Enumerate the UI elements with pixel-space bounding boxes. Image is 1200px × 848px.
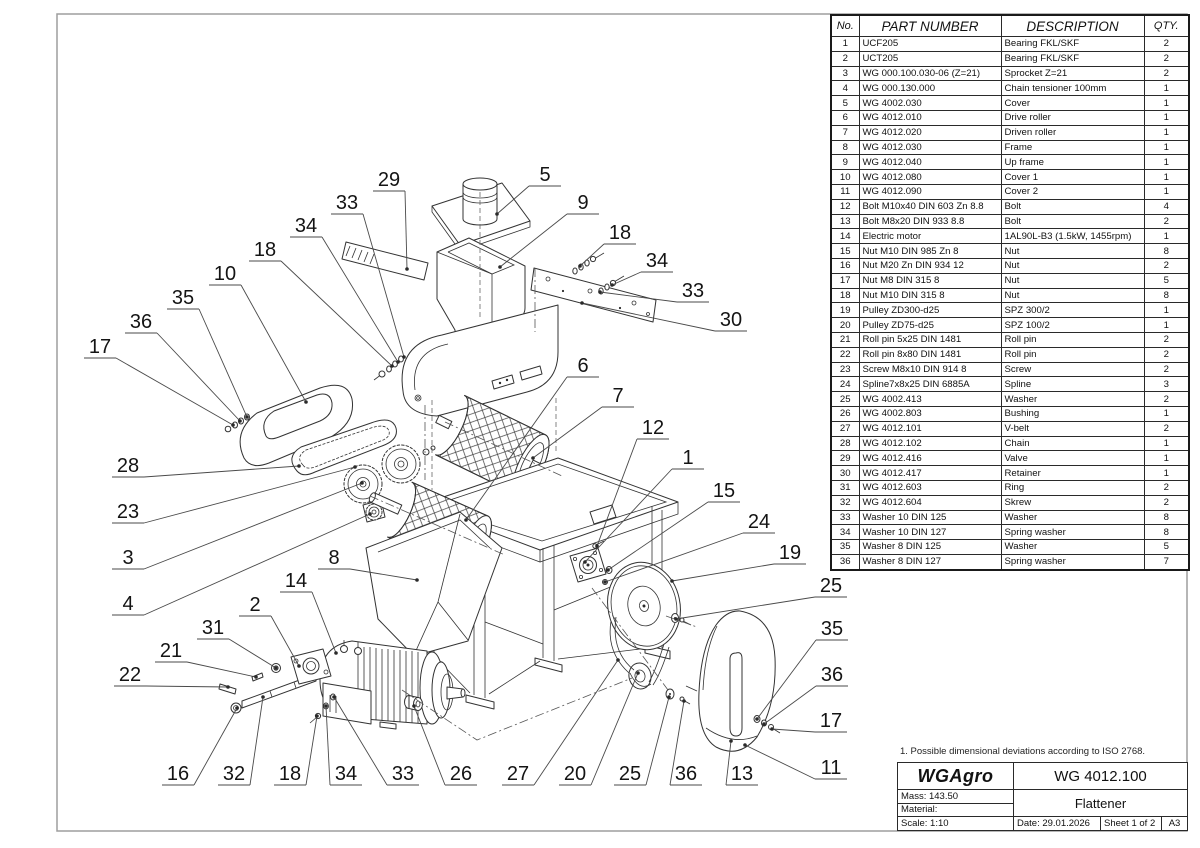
table-cell: 30 xyxy=(831,466,859,481)
table-row xyxy=(831,303,1189,318)
table-cell: Pulley ZD75-d25 xyxy=(859,318,1001,333)
svg-text:15: 15 xyxy=(712,480,736,502)
table-row xyxy=(831,244,1189,259)
table-row xyxy=(831,451,1189,466)
callout-14 xyxy=(280,570,338,655)
table-cell: WG 4002.030 xyxy=(859,96,1001,111)
table-cell: 2 xyxy=(1144,362,1189,377)
table-row xyxy=(831,495,1189,510)
table-cell: 2 xyxy=(1144,392,1189,407)
svg-text:28: 28 xyxy=(116,455,140,477)
table-cell: 25 xyxy=(831,392,859,407)
svg-text:5: 5 xyxy=(539,164,551,186)
scale-field: Scale: 1:10 xyxy=(898,817,1014,830)
table-row xyxy=(831,466,1189,481)
svg-text:36: 36 xyxy=(129,311,153,333)
table-cell: 14 xyxy=(831,229,859,244)
callout-17 xyxy=(84,336,235,427)
table-cell: Washer 10 DIN 125 xyxy=(859,510,1001,525)
table-row xyxy=(831,406,1189,421)
table-cell: 2 xyxy=(1144,495,1189,510)
table-cell: 1 xyxy=(1144,318,1189,333)
table-cell: 5 xyxy=(1144,540,1189,555)
table-row xyxy=(831,51,1189,66)
shaft-assembly xyxy=(219,649,331,713)
table-row xyxy=(831,66,1189,81)
table-row xyxy=(831,480,1189,495)
deviations-note: 1. Possible dimensional deviations according to ISO 2768. xyxy=(900,746,1146,757)
table-cell: 2 xyxy=(1144,332,1189,347)
table-cell: 8 xyxy=(1144,525,1189,540)
table-row xyxy=(831,540,1189,555)
svg-text:9: 9 xyxy=(577,192,589,214)
big-pulley-part xyxy=(600,555,689,656)
table-cell: 4 xyxy=(1144,199,1189,214)
table-cell: WG 4012.604 xyxy=(859,495,1001,510)
table-cell: Screw xyxy=(1001,362,1144,377)
callout-19 xyxy=(670,542,806,583)
table-cell: Bolt xyxy=(1001,214,1144,229)
col-header-qty: QTY. xyxy=(1144,15,1189,37)
svg-text:14: 14 xyxy=(284,570,308,592)
svg-text:6: 6 xyxy=(577,355,589,377)
svg-text:16: 16 xyxy=(166,763,190,785)
table-cell: Screw M8x10 DIN 914 8 xyxy=(859,362,1001,377)
format-field: A3 xyxy=(1168,818,1181,829)
table-cell: Sprocket Z=21 xyxy=(1001,66,1144,81)
svg-text:36: 36 xyxy=(674,763,698,785)
table-cell: 19 xyxy=(831,303,859,318)
table-cell: 26 xyxy=(831,406,859,421)
table-cell: WG 4012.101 xyxy=(859,421,1001,436)
table-cell: Spline7x8x25 DIN 6885A xyxy=(859,377,1001,392)
small-pulley-part xyxy=(627,661,654,691)
callout-10 xyxy=(209,263,308,404)
table-row xyxy=(831,140,1189,155)
valve-strip-part xyxy=(342,242,428,280)
callout-33 xyxy=(331,192,406,359)
svg-text:2: 2 xyxy=(249,594,261,616)
svg-text:34: 34 xyxy=(334,763,358,785)
table-row xyxy=(831,229,1189,244)
table-cell: 3 xyxy=(1144,377,1189,392)
table-cell: 2 xyxy=(1144,37,1189,52)
table-cell: Ring xyxy=(1001,480,1144,495)
brand-logo: WGAgro xyxy=(898,763,1014,790)
table-cell: Retainer xyxy=(1001,466,1144,481)
callout-23 xyxy=(112,465,357,523)
svg-text:8: 8 xyxy=(328,547,340,569)
col-header-description: DESCRIPTION xyxy=(1001,15,1144,37)
table-cell: Driven roller xyxy=(1001,125,1144,140)
table-cell: Nut M8 DIN 315 8 xyxy=(859,273,1001,288)
table-row xyxy=(831,288,1189,303)
svg-text:36: 36 xyxy=(820,664,844,686)
table-cell: Nut xyxy=(1001,244,1144,259)
table-cell: 2 xyxy=(1144,214,1189,229)
table-cell: 6 xyxy=(831,110,859,125)
table-cell: 35 xyxy=(831,540,859,555)
table-cell: WG 4012.090 xyxy=(859,184,1001,199)
table-cell: Pulley ZD300-d25 xyxy=(859,303,1001,318)
table-cell: 23 xyxy=(831,362,859,377)
table-cell: Nut M10 DIN 315 8 xyxy=(859,288,1001,303)
table-cell: Bolt xyxy=(1001,199,1144,214)
table-cell: 1 xyxy=(1144,229,1189,244)
table-cell: 17 xyxy=(831,273,859,288)
table-row xyxy=(831,510,1189,525)
table-row xyxy=(831,525,1189,540)
bolt-cluster-left xyxy=(374,356,403,380)
svg-text:30: 30 xyxy=(719,309,743,331)
table-row xyxy=(831,214,1189,229)
table-cell: 8 xyxy=(831,140,859,155)
table-cell: 12 xyxy=(831,199,859,214)
table-row xyxy=(831,273,1189,288)
svg-text:31: 31 xyxy=(201,617,225,639)
svg-text:35: 35 xyxy=(171,287,195,309)
table-cell: Skrew xyxy=(1001,495,1144,510)
table-cell: 27 xyxy=(831,421,859,436)
table-cell: WG 4012.102 xyxy=(859,436,1001,451)
table-header-row xyxy=(831,15,1189,37)
table-cell: WG 000.100.030-06 (Z=21) xyxy=(859,66,1001,81)
table-cell: Washer xyxy=(1001,540,1144,555)
table-cell: 1 xyxy=(1144,406,1189,421)
table-cell: Cover 2 xyxy=(1001,184,1144,199)
table-row xyxy=(831,554,1189,569)
svg-text:35: 35 xyxy=(820,618,844,640)
date-field: Date: 29.01.2026 xyxy=(1014,817,1101,830)
table-cell: 1 xyxy=(1144,184,1189,199)
table-cell: 18 xyxy=(831,288,859,303)
col-header-part-number: PART NUMBER xyxy=(859,15,1001,37)
table-cell: 1 xyxy=(1144,110,1189,125)
svg-text:10: 10 xyxy=(213,263,237,285)
table-row xyxy=(831,96,1189,111)
table-row xyxy=(831,362,1189,377)
table-cell: 9 xyxy=(831,155,859,170)
svg-text:1: 1 xyxy=(682,447,694,469)
table-cell: 1 xyxy=(1144,140,1189,155)
table-cell: WG 4012.603 xyxy=(859,480,1001,495)
callout-34 xyxy=(610,250,673,287)
table-row xyxy=(831,37,1189,52)
svg-text:12: 12 xyxy=(641,417,665,439)
table-cell: 1 xyxy=(1144,436,1189,451)
svg-text:3: 3 xyxy=(122,547,134,569)
table-cell: 1AL90L-B3 (1.5kW, 1455rpm) xyxy=(1001,229,1144,244)
motor-part xyxy=(320,640,465,729)
table-cell: Spring washer xyxy=(1001,554,1144,569)
table-cell: 32 xyxy=(831,495,859,510)
table-cell: Roll pin xyxy=(1001,347,1144,362)
table-cell: 1 xyxy=(1144,466,1189,481)
table-cell: Washer 10 DIN 127 xyxy=(859,525,1001,540)
table-cell: Nut xyxy=(1001,258,1144,273)
svg-text:33: 33 xyxy=(681,280,705,302)
table-cell: 21 xyxy=(831,332,859,347)
svg-text:32: 32 xyxy=(222,763,246,785)
table-cell: 2 xyxy=(1144,258,1189,273)
table-cell: Nut xyxy=(1001,273,1144,288)
callout-34 xyxy=(290,215,400,364)
table-cell: 31 xyxy=(831,480,859,495)
table-cell: Washer xyxy=(1001,392,1144,407)
callout-11 xyxy=(743,743,847,779)
table-cell: 1 xyxy=(1144,155,1189,170)
callout-25 xyxy=(614,695,671,785)
callout-18 xyxy=(274,714,319,785)
svg-text:17: 17 xyxy=(88,336,112,358)
table-cell: WG 4012.417 xyxy=(859,466,1001,481)
belt-cover-part xyxy=(686,611,780,751)
svg-text:18: 18 xyxy=(608,222,632,244)
flange-bearing-part xyxy=(570,541,612,585)
table-cell: Valve xyxy=(1001,451,1144,466)
table-cell: 11 xyxy=(831,184,859,199)
table-cell: 2 xyxy=(1144,51,1189,66)
table-cell: UCT205 xyxy=(859,51,1001,66)
table-cell: Bolt M10x40 DIN 603 Zn 8.8 xyxy=(859,199,1001,214)
table-cell: 8 xyxy=(1144,244,1189,259)
table-cell: 36 xyxy=(831,554,859,569)
svg-text:25: 25 xyxy=(819,575,843,597)
table-cell: Washer xyxy=(1001,510,1144,525)
table-cell: 1 xyxy=(1144,451,1189,466)
table-row xyxy=(831,421,1189,436)
table-cell: Drive roller xyxy=(1001,110,1144,125)
table-cell: 1 xyxy=(1144,170,1189,185)
svg-text:20: 20 xyxy=(563,763,587,785)
table-cell: 16 xyxy=(831,258,859,273)
table-cell: Chain tensioner 100mm xyxy=(1001,81,1144,96)
table-row xyxy=(831,332,1189,347)
table-cell: 28 xyxy=(831,436,859,451)
table-cell: 13 xyxy=(831,214,859,229)
svg-text:33: 33 xyxy=(335,192,359,214)
table-cell: 29 xyxy=(831,451,859,466)
table-cell: WG 4012.030 xyxy=(859,140,1001,155)
table-cell: 5 xyxy=(831,96,859,111)
table-cell: 7 xyxy=(1144,554,1189,569)
table-row xyxy=(831,199,1189,214)
callout-27 xyxy=(502,658,620,785)
table-cell: WG 4012.010 xyxy=(859,110,1001,125)
table-cell: Bearing FKL/SKF xyxy=(1001,37,1144,52)
svg-text:23: 23 xyxy=(116,501,140,523)
material-field: Material: xyxy=(898,804,1014,818)
chute-part xyxy=(366,512,502,656)
table-cell: WG 4012.020 xyxy=(859,125,1001,140)
table-cell: 2 xyxy=(1144,347,1189,362)
table-cell: 1 xyxy=(831,37,859,52)
table-row xyxy=(831,392,1189,407)
callout-31 xyxy=(197,617,278,670)
table-cell: Bolt M8x20 DIN 933 8.8 xyxy=(859,214,1001,229)
table-cell: Electric motor xyxy=(859,229,1001,244)
drawing-number: WG 4012.100 xyxy=(1014,763,1187,790)
callout-36 xyxy=(670,699,702,785)
table-row xyxy=(831,318,1189,333)
table-cell: Washer 8 DIN 127 xyxy=(859,554,1001,569)
table-cell: WG 4012.416 xyxy=(859,451,1001,466)
table-cell: 1 xyxy=(1144,96,1189,111)
table-cell: WG 4002.413 xyxy=(859,392,1001,407)
table-cell: Cover 1 xyxy=(1001,170,1144,185)
svg-text:33: 33 xyxy=(391,763,415,785)
svg-text:13: 13 xyxy=(730,763,754,785)
table-cell: Roll pin 5x25 DIN 1481 xyxy=(859,332,1001,347)
table-cell: 33 xyxy=(831,510,859,525)
table-cell: WG 000.130.000 xyxy=(859,81,1001,96)
table-cell: Bearing FKL/SKF xyxy=(1001,51,1144,66)
table-cell: Bushing xyxy=(1001,406,1144,421)
table-cell: Spline xyxy=(1001,377,1144,392)
svg-text:11: 11 xyxy=(820,757,842,779)
col-header-no: No. xyxy=(831,15,859,37)
table-cell: Frame xyxy=(1001,140,1144,155)
svg-text:7: 7 xyxy=(612,385,624,407)
table-cell: 3 xyxy=(831,66,859,81)
table-cell: Roll pin 8x80 DIN 1481 xyxy=(859,347,1001,362)
table-cell: Chain xyxy=(1001,436,1144,451)
table-cell: 2 xyxy=(831,51,859,66)
svg-text:25: 25 xyxy=(618,763,642,785)
svg-text:34: 34 xyxy=(294,215,318,237)
svg-text:17: 17 xyxy=(819,710,843,732)
table-cell: 1 xyxy=(1144,125,1189,140)
table-row xyxy=(831,377,1189,392)
table-cell: Nut M10 DIN 985 Zn 8 xyxy=(859,244,1001,259)
svg-text:18: 18 xyxy=(253,239,277,261)
table-cell: Washer 8 DIN 125 xyxy=(859,540,1001,555)
svg-text:27: 27 xyxy=(506,763,530,785)
svg-text:21: 21 xyxy=(159,640,183,662)
table-cell: Up frame xyxy=(1001,155,1144,170)
svg-text:34: 34 xyxy=(645,250,669,272)
sheet-field: Sheet 1 of 2 xyxy=(1101,817,1162,830)
table-cell: Spring washer xyxy=(1001,525,1144,540)
callout-35 xyxy=(167,287,249,419)
table-row xyxy=(831,170,1189,185)
table-cell: 4 xyxy=(831,81,859,96)
table-cell: 34 xyxy=(831,525,859,540)
table-row xyxy=(831,81,1189,96)
table-cell: 24 xyxy=(831,377,859,392)
table-cell: WG 4002.803 xyxy=(859,406,1001,421)
svg-text:18: 18 xyxy=(278,763,302,785)
svg-text:19: 19 xyxy=(778,542,802,564)
table-row xyxy=(831,155,1189,170)
table-cell: V-belt xyxy=(1001,421,1144,436)
table-cell: 1 xyxy=(1144,303,1189,318)
table-cell: UCF205 xyxy=(859,37,1001,52)
callout-17 xyxy=(770,710,847,732)
table-cell: 2 xyxy=(1144,480,1189,495)
table-row xyxy=(831,347,1189,362)
svg-text:24: 24 xyxy=(747,511,771,533)
table-row xyxy=(831,184,1189,199)
table-row xyxy=(831,110,1189,125)
table-cell: Roll pin xyxy=(1001,332,1144,347)
table-cell: SPZ 100/2 xyxy=(1001,318,1144,333)
parts-table xyxy=(830,14,1190,571)
mass-field: Mass: 143.50 xyxy=(898,790,1014,804)
table-cell: WG 4012.080 xyxy=(859,170,1001,185)
table-cell: WG 4012.040 xyxy=(859,155,1001,170)
table-cell: 2 xyxy=(1144,66,1189,81)
table-row xyxy=(831,258,1189,273)
table-cell: SPZ 300/2 xyxy=(1001,303,1144,318)
table-row xyxy=(831,125,1189,140)
table-cell: 20 xyxy=(831,318,859,333)
product-name: Flattener xyxy=(1014,790,1187,817)
table-cell: 1 xyxy=(1144,81,1189,96)
table-cell: Nut M20 Zn DIN 934 12 xyxy=(859,258,1001,273)
table-cell: 8 xyxy=(1144,510,1189,525)
table-cell: 8 xyxy=(1144,288,1189,303)
title-block xyxy=(897,762,1188,831)
callout-3 xyxy=(112,481,364,569)
table-cell: 10 xyxy=(831,170,859,185)
table-row xyxy=(831,436,1189,451)
svg-text:4: 4 xyxy=(122,593,134,615)
table-cell: 15 xyxy=(831,244,859,259)
table-cell: 5 xyxy=(1144,273,1189,288)
cover-part xyxy=(432,178,530,251)
table-cell: 2 xyxy=(1144,421,1189,436)
svg-text:22: 22 xyxy=(118,664,142,686)
callout-25 xyxy=(674,575,847,621)
svg-text:29: 29 xyxy=(377,169,401,191)
svg-text:26: 26 xyxy=(449,763,473,785)
callout-21 xyxy=(155,640,258,679)
table-cell: 22 xyxy=(831,347,859,362)
table-cell: Cover xyxy=(1001,96,1144,111)
table-cell: 7 xyxy=(831,125,859,140)
table-cell: Nut xyxy=(1001,288,1144,303)
